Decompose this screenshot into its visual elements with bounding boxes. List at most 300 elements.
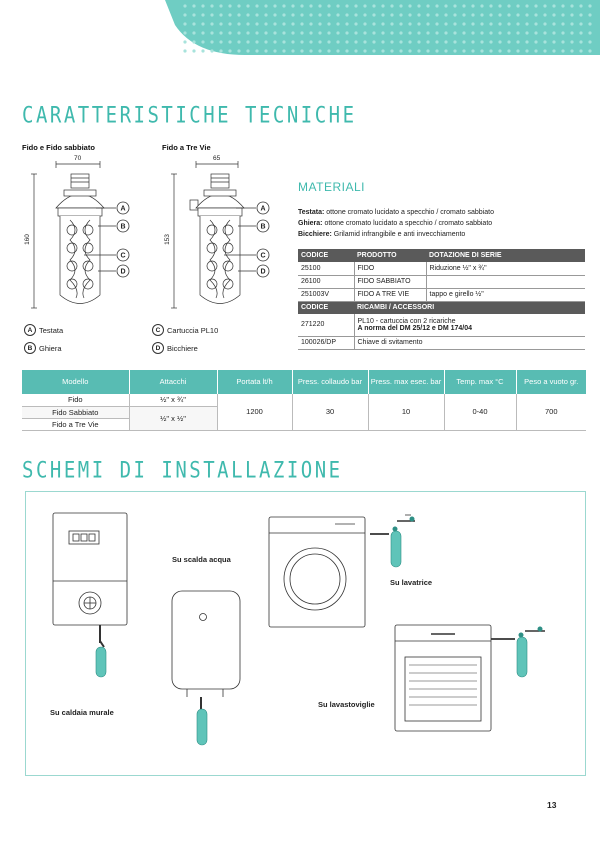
header-dot <box>264 22 267 25</box>
header-dot <box>237 13 240 16</box>
header-dot <box>534 31 537 34</box>
header-dot <box>453 22 456 25</box>
header-dot <box>471 31 474 34</box>
header-dot <box>210 4 213 7</box>
header-dot <box>291 22 294 25</box>
header-dot <box>552 49 555 52</box>
header-dot <box>201 13 204 16</box>
header-dot <box>444 40 447 43</box>
header-dot <box>471 49 474 52</box>
header-dot <box>426 22 429 25</box>
header-dot <box>453 49 456 52</box>
header-dot <box>372 4 375 7</box>
header-dot <box>228 13 231 16</box>
header-dot <box>255 4 258 7</box>
header-dot <box>552 4 555 7</box>
header-dot <box>561 13 564 16</box>
header-dot <box>300 4 303 7</box>
label-washing-machine: Su lavatrice <box>390 578 433 587</box>
diagram-left-height: 160 <box>23 234 31 245</box>
header-dot <box>183 13 186 16</box>
header-dot <box>588 49 591 52</box>
header-dot <box>192 4 195 7</box>
header-dot <box>183 4 186 7</box>
header-dot <box>498 4 501 7</box>
header-dot <box>327 22 330 25</box>
header-dot <box>489 13 492 16</box>
header-dot <box>255 13 258 16</box>
header-dot <box>318 13 321 16</box>
header-dot <box>300 31 303 34</box>
header-dot <box>354 40 357 43</box>
header-dot <box>498 22 501 25</box>
header-dot <box>291 49 294 52</box>
header-dot <box>480 49 483 52</box>
header-dot <box>408 22 411 25</box>
header-dot <box>372 40 375 43</box>
header-dot <box>426 4 429 7</box>
header-dot <box>435 31 438 34</box>
header-dot <box>435 22 438 25</box>
header-dot <box>408 4 411 7</box>
header-dot <box>291 13 294 16</box>
label-water-heater: Su scalda acqua <box>172 555 231 564</box>
callout-b-left: B <box>120 223 126 231</box>
header-dot <box>354 4 357 7</box>
header-dot <box>516 4 519 7</box>
header-dot <box>489 31 492 34</box>
header-dot <box>345 40 348 43</box>
header-dot <box>273 22 276 25</box>
header-dot <box>417 49 420 52</box>
header-dot <box>417 31 420 34</box>
header-dot <box>282 13 285 16</box>
header-dot <box>561 22 564 25</box>
header-dot <box>480 13 483 16</box>
header-dot <box>570 22 573 25</box>
material-line: Bicchiere: Grilamid infrangibile e anti invecchiamento <box>298 231 466 238</box>
legend-letter: B <box>24 342 36 354</box>
header-dot <box>534 22 537 25</box>
header-dot <box>408 49 411 52</box>
header-dot <box>309 40 312 43</box>
diagram-left-width: 70 <box>74 155 82 162</box>
header-dot <box>426 40 429 43</box>
header-dot <box>507 22 510 25</box>
header-dot <box>201 49 204 52</box>
header-dot <box>525 13 528 16</box>
header-dot <box>345 49 348 52</box>
product-codes-table <box>298 249 585 350</box>
table-header-row: CODICE PRODOTTO DOTAZIONE DI SERIE <box>298 249 585 262</box>
header-dot <box>570 49 573 52</box>
header-dot <box>363 31 366 34</box>
table-row: 251003V FIDO A TRE VIE tappo e girello ½" <box>298 288 585 301</box>
header-dot <box>525 4 528 7</box>
header-dot <box>498 13 501 16</box>
header-dot <box>210 49 213 52</box>
header-dot <box>345 4 348 7</box>
header-dot <box>381 4 384 7</box>
header-dot <box>282 4 285 7</box>
materials-list <box>298 207 583 240</box>
table-row: 26100 FIDO SABBIATO <box>298 275 585 288</box>
header-dot <box>489 22 492 25</box>
specs-table <box>22 370 586 431</box>
header-dot <box>345 31 348 34</box>
header-dot <box>561 40 564 43</box>
installation-illustration <box>25 491 586 776</box>
header-dot <box>507 40 510 43</box>
header-dot <box>444 22 447 25</box>
header-dot <box>579 49 582 52</box>
header-dot <box>399 49 402 52</box>
table-header-row: CODICE RICAMBI / ACCESSORI <box>298 301 585 314</box>
header-dot <box>390 4 393 7</box>
header-dot <box>507 49 510 52</box>
header-dot <box>183 31 186 34</box>
header-dot <box>228 49 231 52</box>
callout-b-right: B <box>260 223 266 231</box>
header-dot <box>300 49 303 52</box>
header-dot <box>318 40 321 43</box>
header-dot <box>399 31 402 34</box>
filter-diagram-left <box>28 160 138 320</box>
header-dot <box>309 22 312 25</box>
header-dot <box>264 40 267 43</box>
header-dot <box>309 31 312 34</box>
header-dot <box>525 49 528 52</box>
header-dot <box>525 40 528 43</box>
header-dot <box>219 4 222 7</box>
header-dot <box>489 4 492 7</box>
header-dot <box>570 31 573 34</box>
header-dot <box>471 40 474 43</box>
header-dot <box>390 31 393 34</box>
callout-a-right: A <box>260 205 266 213</box>
header-dot <box>210 31 213 34</box>
header-dot <box>354 13 357 16</box>
filter-diagram-right <box>168 160 278 320</box>
header-dot <box>363 49 366 52</box>
header-dot <box>453 40 456 43</box>
header-dot <box>507 31 510 34</box>
label-dishwasher: Su lavastoviglie <box>318 700 375 709</box>
header-dot <box>561 49 564 52</box>
legend-item-d <box>152 342 198 354</box>
header-dot <box>219 22 222 25</box>
legend-letter: C <box>152 324 164 336</box>
header-dot <box>255 22 258 25</box>
header-dot <box>507 13 510 16</box>
header-dot <box>552 40 555 43</box>
header-dot <box>273 40 276 43</box>
header-dot <box>336 13 339 16</box>
header-dot <box>426 49 429 52</box>
header-dot <box>246 4 249 7</box>
header-dot <box>282 49 285 52</box>
header-dot <box>246 22 249 25</box>
header-dot <box>426 31 429 34</box>
legend-label: Testata <box>39 325 64 335</box>
header-dot <box>264 13 267 16</box>
header-dot <box>579 22 582 25</box>
header-dot <box>300 13 303 16</box>
header-dot <box>381 40 384 43</box>
header-dot <box>498 40 501 43</box>
table-header-row: Modello Attacchi Portata lt/h Press. collaudo bar Press. max esec. bar Temp. max °C Peso a vuoto gr. <box>22 370 586 394</box>
header-dot <box>543 40 546 43</box>
header-dot <box>462 31 465 34</box>
header-dot <box>336 22 339 25</box>
header-dot <box>264 49 267 52</box>
header-dot <box>363 40 366 43</box>
header-dot <box>579 31 582 34</box>
header-dot <box>336 4 339 7</box>
header-dot <box>183 22 186 25</box>
header-dot <box>570 40 573 43</box>
header-dot <box>444 13 447 16</box>
header-dot <box>318 31 321 34</box>
header-dot <box>453 4 456 7</box>
header-dot <box>363 13 366 16</box>
header-dot <box>228 22 231 25</box>
header-dot <box>390 40 393 43</box>
legend-item-a <box>24 324 63 336</box>
header-dot <box>246 31 249 34</box>
legend-item-b <box>24 342 62 354</box>
header-dot <box>462 4 465 7</box>
header-dot <box>210 40 213 43</box>
header-dot <box>534 40 537 43</box>
header-dot <box>345 22 348 25</box>
header-dot <box>444 49 447 52</box>
header-dot <box>543 22 546 25</box>
header-dot <box>417 40 420 43</box>
header-dot <box>282 40 285 43</box>
header-dot <box>291 4 294 7</box>
header-dot <box>237 22 240 25</box>
table-row: 271220 PL10 - cartuccia con 2 ricariche A norma del DM 25/12 e DM 174/04 <box>298 314 585 336</box>
header-dot <box>336 31 339 34</box>
diagram-left-title: Fido e Fido sabbiato <box>22 143 95 152</box>
table-row: Fido ½" x ¾" 1200 30 10 0-40 700 <box>22 394 586 406</box>
header-dot <box>588 4 591 7</box>
header-dot <box>408 40 411 43</box>
header-dot <box>219 49 222 52</box>
header-dot <box>210 13 213 16</box>
header-dot <box>201 22 204 25</box>
header-dot <box>228 31 231 34</box>
header-dot-pattern <box>165 0 600 55</box>
header-dot <box>237 40 240 43</box>
header-dot <box>588 13 591 16</box>
header-dot <box>471 22 474 25</box>
header-dot <box>327 4 330 7</box>
header-dot <box>192 40 195 43</box>
header-dot <box>327 13 330 16</box>
callout-d-left: D <box>120 268 126 276</box>
header-dot <box>228 4 231 7</box>
header-dot <box>525 22 528 25</box>
header-dot <box>237 4 240 7</box>
header-dot <box>588 22 591 25</box>
header-dot <box>381 49 384 52</box>
header-dot <box>192 13 195 16</box>
header-dot <box>354 31 357 34</box>
header-dot <box>399 40 402 43</box>
header-dot <box>570 4 573 7</box>
header-dot <box>201 31 204 34</box>
header-dot <box>480 4 483 7</box>
legend-label: Ghiera <box>39 343 62 353</box>
callout-c-left: C <box>120 252 126 260</box>
header-dot <box>462 13 465 16</box>
table-row: 100026/DP Chiave di svitamento <box>298 336 585 349</box>
legend-item-c <box>152 324 218 336</box>
header-dot <box>516 31 519 34</box>
header-dot <box>318 4 321 7</box>
header-dot <box>408 13 411 16</box>
header-dot <box>534 49 537 52</box>
header-dot <box>273 13 276 16</box>
table-row: 25100 FIDO Riduzione ½" x ¾" <box>298 262 585 275</box>
header-dot <box>228 40 231 43</box>
header-dot <box>435 4 438 7</box>
diagram-right-title: Fido a Tre Vie <box>162 143 211 152</box>
header-dot <box>291 40 294 43</box>
header-dot <box>390 49 393 52</box>
header-dot <box>183 40 186 43</box>
header-dot <box>453 31 456 34</box>
header-dot <box>417 13 420 16</box>
header-dot <box>372 22 375 25</box>
legend-label: Bicchiere <box>167 343 198 353</box>
legend-letter: A <box>24 324 36 336</box>
header-dot <box>273 31 276 34</box>
header-dot <box>462 22 465 25</box>
header-dot <box>237 49 240 52</box>
header-dot <box>462 49 465 52</box>
header-dot <box>390 13 393 16</box>
header-dot <box>579 40 582 43</box>
installation-title: SCHEMI DI INSTALLAZIONE <box>22 458 343 484</box>
header-dot <box>309 4 312 7</box>
header-dot <box>372 13 375 16</box>
header-dot <box>561 31 564 34</box>
header-dot <box>381 13 384 16</box>
header-dot <box>192 49 195 52</box>
header-dot <box>336 40 339 43</box>
header-dot <box>201 4 204 7</box>
header-dot <box>579 13 582 16</box>
header-dot <box>327 49 330 52</box>
header-dot <box>255 40 258 43</box>
header-dot <box>300 40 303 43</box>
header-dot <box>372 49 375 52</box>
callout-a-left: A <box>120 205 126 213</box>
page-number: 13 <box>547 800 557 810</box>
header-dot <box>309 13 312 16</box>
header-dot <box>444 31 447 34</box>
header-dot <box>327 40 330 43</box>
header-dot <box>480 40 483 43</box>
header-dot <box>516 13 519 16</box>
header-dot <box>219 40 222 43</box>
header-dot <box>363 4 366 7</box>
header-dot <box>462 40 465 43</box>
header-dot <box>381 22 384 25</box>
header-dot <box>381 31 384 34</box>
table-row: Fido a Tre Vie <box>22 418 586 430</box>
header-dot <box>246 40 249 43</box>
header-dot <box>264 4 267 7</box>
header-dot <box>327 31 330 34</box>
callout-c-right: C <box>260 252 266 260</box>
header-dot <box>516 22 519 25</box>
materials-title: MATERIALI <box>298 180 365 194</box>
material-line: Ghiera: ottone cromato lucidato a specchio / cromato sabbiato <box>298 220 493 227</box>
header-dot <box>579 4 582 7</box>
header-dot <box>507 4 510 7</box>
header-dot <box>264 31 267 34</box>
header-dot <box>552 13 555 16</box>
header-dot <box>408 31 411 34</box>
header-dot <box>282 31 285 34</box>
header-dot <box>399 22 402 25</box>
header-dot <box>255 31 258 34</box>
header-dot <box>435 49 438 52</box>
header-dot <box>255 49 258 52</box>
header-dot <box>435 40 438 43</box>
header-dot <box>480 22 483 25</box>
header-dot <box>273 4 276 7</box>
header-dot <box>471 4 474 7</box>
header-dot <box>588 31 591 34</box>
header-dot <box>444 4 447 7</box>
header-dot <box>219 31 222 34</box>
header-dot <box>183 49 186 52</box>
header-dot <box>516 40 519 43</box>
legend-letter: D <box>152 342 164 354</box>
header-dot <box>354 49 357 52</box>
header-dot <box>426 13 429 16</box>
header-dot <box>336 49 339 52</box>
header-dot <box>525 31 528 34</box>
header-dot <box>309 49 312 52</box>
diagram-right-width: 65 <box>213 155 221 162</box>
header-dot <box>282 22 285 25</box>
header-dot <box>318 22 321 25</box>
header-dot <box>345 13 348 16</box>
material-line: Testata: ottone cromato lucidato a specchio / cromato sabbiato <box>298 209 494 216</box>
header-dot <box>399 4 402 7</box>
header-dot <box>453 13 456 16</box>
header-dot <box>372 31 375 34</box>
table-row: Fido Sabbiato ½" x ½" <box>22 406 586 418</box>
header-dot <box>273 49 276 52</box>
header-dot <box>300 22 303 25</box>
legend-label: Cartuccia PL10 <box>167 325 219 335</box>
header-dot <box>399 13 402 16</box>
characteristics-title: CARATTERISTICHE TECNICHE <box>22 103 357 129</box>
header-dot <box>246 49 249 52</box>
header-dot <box>291 31 294 34</box>
label-boiler: Su caldaia murale <box>50 708 114 717</box>
header-dot <box>390 22 393 25</box>
header-dot <box>561 4 564 7</box>
header-dot <box>534 13 537 16</box>
